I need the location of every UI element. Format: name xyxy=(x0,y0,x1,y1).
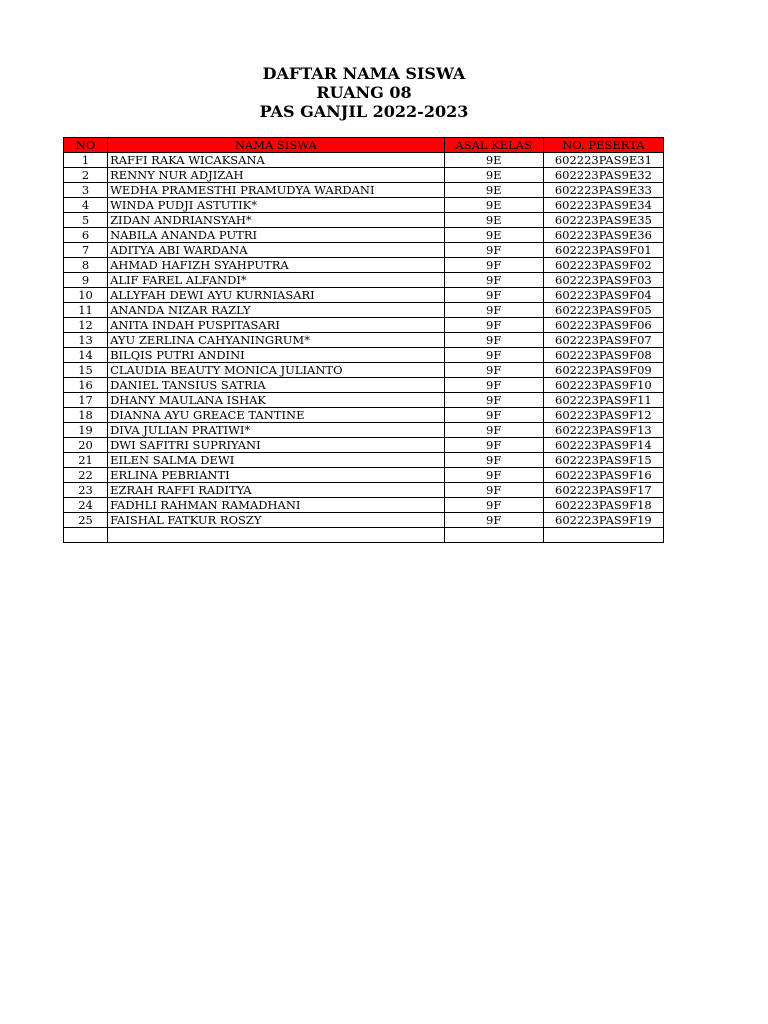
cell-nama-siswa: ALIF FAREL ALFANDI* xyxy=(108,273,445,288)
cell-nama-siswa: ANANDA NIZAR RAZLY xyxy=(108,303,445,318)
cell-no: 17 xyxy=(64,393,108,408)
header-asal-kelas: ASAL KELAS xyxy=(444,138,543,153)
cell-no-peserta: 602223PAS9F13 xyxy=(543,423,663,438)
table-row xyxy=(64,243,664,258)
cell-nama-siswa: ZIDAN ANDRIANSYAH* xyxy=(108,213,445,228)
cell-nama-siswa: FAISHAL FATKUR ROSZY xyxy=(108,513,445,528)
cell-nama-siswa: DIANNA AYU GREACE TANTINE xyxy=(108,408,445,423)
cell-no-peserta: 602223PAS9E32 xyxy=(543,168,663,183)
table-row xyxy=(64,513,664,528)
cell-nama-siswa: ERLINA PEBRIANTI xyxy=(108,468,445,483)
table-row xyxy=(64,168,664,183)
cell-no-peserta: 602223PAS9F09 xyxy=(543,363,663,378)
cell-no: 5 xyxy=(64,213,108,228)
cell-nama-siswa: BILQIS PUTRI ANDINI xyxy=(108,348,445,363)
cell-no: 24 xyxy=(64,498,108,513)
cell-nama-siswa: AHMAD HAFIZH SYAHPUTRA xyxy=(108,258,445,273)
cell-no: 10 xyxy=(64,288,108,303)
table-row xyxy=(64,423,664,438)
cell-no: 12 xyxy=(64,318,108,333)
cell-no: 4 xyxy=(64,198,108,213)
header-no: NO xyxy=(64,138,108,153)
cell-no-peserta: 602223PAS9F10 xyxy=(543,378,663,393)
cell-nama-siswa: WINDA PUDJI ASTUTIK* xyxy=(108,198,445,213)
cell-nama-siswa: DHANY MAULANA ISHAK xyxy=(108,393,445,408)
cell-asal-kelas: 9F xyxy=(444,363,543,378)
cell-nama-siswa: RAFFI RAKA WICAKSANA xyxy=(108,153,445,168)
cell-no-peserta: 602223PAS9F15 xyxy=(543,453,663,468)
cell-no: 21 xyxy=(64,453,108,468)
table-row xyxy=(64,348,664,363)
cell-nama-siswa: WEDHA PRAMESTHI PRAMUDYA WARDANI xyxy=(108,183,445,198)
header-nama-siswa: NAMA SISWA xyxy=(108,138,445,153)
cell-no: 6 xyxy=(64,228,108,243)
cell-no: 23 xyxy=(64,483,108,498)
cell-nama-siswa: CLAUDIA BEAUTY MONICA JULIANTO xyxy=(108,363,445,378)
cell-no-peserta: 602223PAS9F17 xyxy=(543,483,663,498)
table-row xyxy=(64,393,664,408)
table-row xyxy=(64,333,664,348)
cell-asal-kelas: 9F xyxy=(444,288,543,303)
cell-no: 9 xyxy=(64,273,108,288)
table-row xyxy=(64,438,664,453)
table-row xyxy=(64,408,664,423)
cell-asal-kelas: 9E xyxy=(444,198,543,213)
cell-asal-kelas: 9F xyxy=(444,393,543,408)
cell-nama-siswa: DANIEL TANSIUS SATRIA xyxy=(108,378,445,393)
cell-asal-kelas: 9F xyxy=(444,273,543,288)
cell-no-peserta: 602223PAS9F14 xyxy=(543,438,663,453)
cell-no-peserta xyxy=(543,528,663,543)
cell-no-peserta: 602223PAS9F07 xyxy=(543,333,663,348)
cell-no-peserta: 602223PAS9E35 xyxy=(543,213,663,228)
cell-asal-kelas: 9F xyxy=(444,318,543,333)
cell-no-peserta: 602223PAS9F12 xyxy=(543,408,663,423)
cell-no-peserta: 602223PAS9F11 xyxy=(543,393,663,408)
table-row xyxy=(64,468,664,483)
table-header-row xyxy=(64,138,664,153)
cell-no: 8 xyxy=(64,258,108,273)
table-row xyxy=(64,378,664,393)
cell-no-peserta: 602223PAS9F04 xyxy=(543,288,663,303)
table-row xyxy=(64,303,664,318)
cell-nama-siswa: ANITA INDAH PUSPITASARI xyxy=(108,318,445,333)
cell-asal-kelas: 9F xyxy=(444,378,543,393)
cell-nama-siswa: AYU ZERLINA CAHYANINGRUM* xyxy=(108,333,445,348)
cell-no-peserta: 602223PAS9F08 xyxy=(543,348,663,363)
cell-nama-siswa: EZRAH RAFFI RADITYA xyxy=(108,483,445,498)
cell-no-peserta: 602223PAS9F16 xyxy=(543,468,663,483)
table-row xyxy=(64,528,664,543)
table-row xyxy=(64,213,664,228)
cell-no: 13 xyxy=(64,333,108,348)
cell-nama-siswa xyxy=(108,528,445,543)
cell-asal-kelas: 9F xyxy=(444,423,543,438)
table-row xyxy=(64,363,664,378)
cell-no-peserta: 602223PAS9E33 xyxy=(543,183,663,198)
cell-no: 7 xyxy=(64,243,108,258)
cell-asal-kelas: 9E xyxy=(444,168,543,183)
header-no-peserta: NO. PESERTA xyxy=(543,138,663,153)
cell-asal-kelas: 9F xyxy=(444,453,543,468)
cell-no: 2 xyxy=(64,168,108,183)
cell-asal-kelas: 9E xyxy=(444,183,543,198)
cell-no: 1 xyxy=(64,153,108,168)
exam-period-label: PAS GANJIL 2022-2023 xyxy=(259,102,469,121)
cell-no-peserta: 602223PAS9F06 xyxy=(543,318,663,333)
cell-no-peserta: 602223PAS9F02 xyxy=(543,258,663,273)
cell-no: 20 xyxy=(64,438,108,453)
table-row xyxy=(64,183,664,198)
cell-no: 11 xyxy=(64,303,108,318)
cell-no: 3 xyxy=(64,183,108,198)
table-row xyxy=(64,228,664,243)
cell-asal-kelas: 9E xyxy=(444,153,543,168)
table-row xyxy=(64,273,664,288)
cell-no-peserta: 602223PAS9E31 xyxy=(543,153,663,168)
cell-asal-kelas: 9F xyxy=(444,333,543,348)
cell-nama-siswa: ADITYA ABI WARDANA xyxy=(108,243,445,258)
table-row xyxy=(64,483,664,498)
cell-asal-kelas: 9F xyxy=(444,243,543,258)
document-title: DAFTAR NAMA SISWA xyxy=(262,64,466,83)
table-row xyxy=(64,453,664,468)
cell-no-peserta: 602223PAS9F18 xyxy=(543,498,663,513)
cell-no: 16 xyxy=(64,378,108,393)
cell-no-peserta: 602223PAS9E36 xyxy=(543,228,663,243)
cell-nama-siswa: DWI SAFITRI SUPRIYANI xyxy=(108,438,445,453)
cell-nama-siswa: ALLYFAH DEWI AYU KURNIASARI xyxy=(108,288,445,303)
cell-no: 18 xyxy=(64,408,108,423)
cell-asal-kelas: 9F xyxy=(444,513,543,528)
table-row xyxy=(64,318,664,333)
cell-asal-kelas: 9F xyxy=(444,498,543,513)
table-row xyxy=(64,153,664,168)
cell-nama-siswa: RENNY NUR ADJIZAH xyxy=(108,168,445,183)
cell-no: 19 xyxy=(64,423,108,438)
cell-nama-siswa: NABILA ANANDA PUTRI xyxy=(108,228,445,243)
student-list-table xyxy=(63,137,664,543)
cell-asal-kelas: 9F xyxy=(444,438,543,453)
cell-no-peserta: 602223PAS9F05 xyxy=(543,303,663,318)
cell-no-peserta: 602223PAS9E34 xyxy=(543,198,663,213)
table-row xyxy=(64,498,664,513)
cell-asal-kelas: 9E xyxy=(444,228,543,243)
table-row xyxy=(64,288,664,303)
cell-no-peserta: 602223PAS9F03 xyxy=(543,273,663,288)
cell-asal-kelas: 9F xyxy=(444,468,543,483)
cell-asal-kelas: 9F xyxy=(444,303,543,318)
cell-no: 14 xyxy=(64,348,108,363)
cell-no: 22 xyxy=(64,468,108,483)
cell-nama-siswa: FADHLI RAHMAN RAMADHANI xyxy=(108,498,445,513)
cell-no-peserta: 602223PAS9F01 xyxy=(543,243,663,258)
cell-nama-siswa: DIVA JULIAN PRATIWI* xyxy=(108,423,445,438)
cell-no: 25 xyxy=(64,513,108,528)
cell-asal-kelas: 9F xyxy=(444,408,543,423)
table-row xyxy=(64,198,664,213)
cell-asal-kelas: 9F xyxy=(444,483,543,498)
cell-no-peserta: 602223PAS9F19 xyxy=(543,513,663,528)
cell-asal-kelas: 9E xyxy=(444,213,543,228)
table-row xyxy=(64,258,664,273)
room-label: RUANG 08 xyxy=(316,83,412,102)
cell-asal-kelas xyxy=(444,528,543,543)
cell-no xyxy=(64,528,108,543)
cell-nama-siswa: EILEN SALMA DEWI xyxy=(108,453,445,468)
cell-asal-kelas: 9F xyxy=(444,258,543,273)
cell-asal-kelas: 9F xyxy=(444,348,543,363)
cell-no: 15 xyxy=(64,363,108,378)
